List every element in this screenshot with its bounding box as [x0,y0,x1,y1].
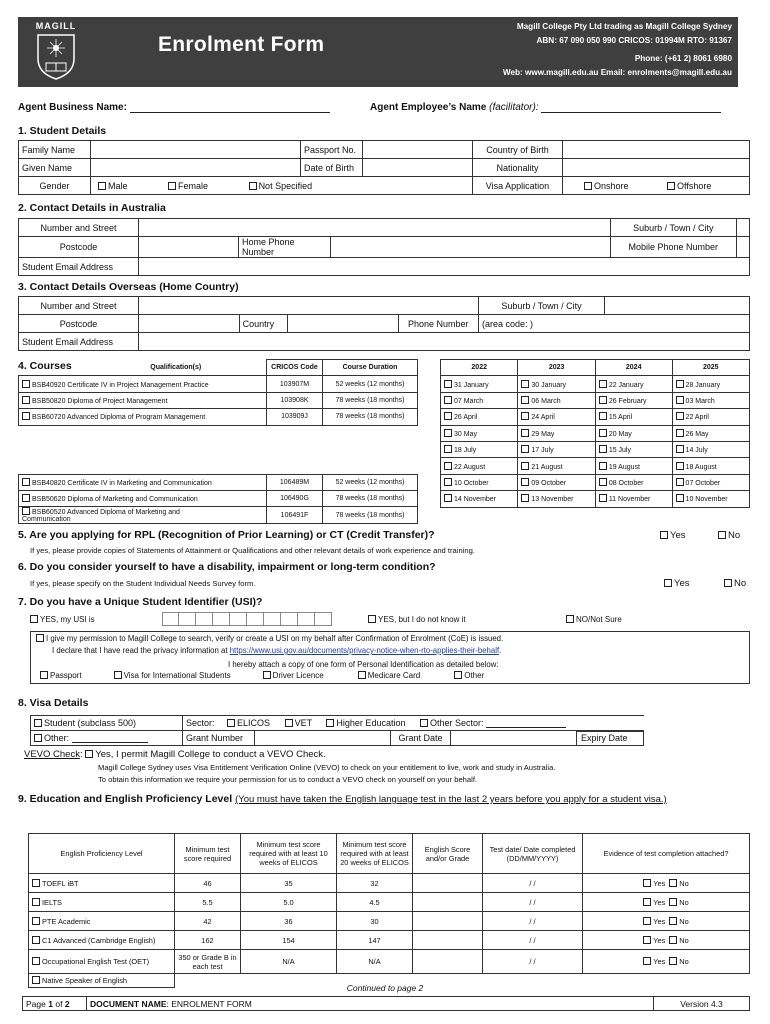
grant-number-input[interactable] [255,731,391,746]
english-col-header: English Proficiency Level [29,834,175,874]
cricos-code: 106491F [267,507,323,524]
intake-date-checkbox[interactable]: 29 May [518,425,595,441]
course-checkbox[interactable]: BSB60720 Advanced Diploma of Program Management [19,409,267,425]
au-postcode-input[interactable] [139,237,239,258]
grant-number-label: Grant Number [183,731,255,746]
section-1-title: 1. Student Details [18,125,107,137]
intake-date-checkbox[interactable]: 22 August [441,458,518,474]
intake-date-checkbox[interactable]: 09 October [518,474,595,490]
course-row [19,507,418,524]
usi-yes-checkbox[interactable]: YES, my USI is [30,615,95,624]
english-test-row [29,950,750,974]
section-3-title: 3. Contact Details Overseas (Home Country) [18,281,239,293]
family-name-input[interactable] [91,141,301,159]
english-col-header: Evidence of test completion attached? [583,834,750,874]
os-country-label: Country [239,315,287,333]
intake-date-checkbox[interactable]: 26 May [672,425,749,441]
year-header: 2022 [441,360,518,376]
native-speaker-checkbox[interactable]: Native Speaker of English [29,974,175,988]
magill-logo [26,21,86,83]
intake-date-checkbox[interactable]: 30 January [518,376,595,392]
evidence-checkboxes[interactable]: Yes No [583,912,750,931]
intake-row [441,376,750,392]
sector-elicos-checkbox[interactable]: ELICOS [227,718,270,728]
evidence-checkboxes[interactable]: Yes No [583,874,750,893]
english-col-header: English Score and/or Grade [413,834,483,874]
contact-overseas-table [18,296,750,351]
privacy-declaration: I declare that I have read the privacy information at https://www.usi.gov.au/documents/privacy-notice-when-rto-applies-their-behalf. [52,646,502,655]
expiry-date-label: Expiry Date [576,731,644,746]
min-score: 162 [175,931,241,950]
min-score-20w: 4.5 [337,893,413,912]
os-phone-label: Phone Number [398,315,479,333]
min-score-10w: 35 [241,874,337,893]
english-test-checkbox[interactable]: IELTS [29,893,175,912]
college-web-email: Web: www.magill.edu.au Email: enrolments@magill.edu.au [502,68,732,77]
sector-other-checkbox[interactable]: Other Sector: [420,718,566,728]
test-date-input[interactable]: / / [483,912,583,931]
intake-date-checkbox[interactable]: 10 October [441,474,518,490]
intake-date-checkbox[interactable]: 22 January [595,376,672,392]
intake-date-checkbox[interactable]: 30 May [441,425,518,441]
duration-header: Course Duration [323,360,418,376]
id-option-checkbox[interactable]: Driver Licence [263,671,324,680]
course-row [19,474,418,490]
intake-row [441,425,750,441]
id-options [40,671,484,680]
intake-date-checkbox[interactable]: 08 October [595,474,672,490]
country-birth-input[interactable] [563,141,750,159]
continued-note: Continued to page 2 [346,983,424,993]
vevo-note-2: To obtain this information we require your permission for us to conduct a VEVO check on yourself on your behalf. [98,775,478,784]
college-phone: Phone: (+61 2) 8061 6980 [634,54,732,63]
privacy-link[interactable]: https://www.usi.gov.au/documents/privacy-notice-when-rto-applies-their-behalf [229,646,500,655]
min-score: 350 or Grade B in each test [175,950,241,974]
crest-icon [26,31,86,81]
section-6-title: 6. Do you consider yourself to have a disability, impairment or long-term condition? [18,561,436,573]
cricos-code: 103907M [267,376,323,392]
min-score-20w: 32 [337,874,413,893]
gender-not-specified-checkbox[interactable]: Not Specified [249,181,313,191]
os-phone-input[interactable]: (area code: ) [479,315,750,333]
agent-employee-label: Agent Employee’s Name (facilitator): [370,102,721,113]
course-checkbox[interactable]: BSB40920 Certificate IV in Project Management Practice [19,376,267,392]
section-5-title: 5. Are you applying for RPL (Recognition of Prior Learning) or CT (Credit Transfer)? [18,529,435,541]
intake-date-checkbox[interactable]: 22 April [672,409,749,425]
intake-row [441,491,750,507]
intake-date-checkbox[interactable]: 26 April [441,409,518,425]
agent-business-label: Agent Business Name: [18,102,330,113]
intake-date-checkbox[interactable]: 07 March [441,392,518,408]
vevo-checkbox[interactable]: Yes, I permit Magill College to conduct a VEVO Check. [85,749,325,760]
gender-label: Gender [19,177,91,195]
id-option-checkbox[interactable]: Passport [40,671,82,680]
section-8-title: 8. Visa Details [18,697,89,709]
id-option-checkbox[interactable]: Visa for International Students [114,671,231,680]
min-score-10w: 36 [241,912,337,931]
intake-row [441,409,750,425]
english-score-input[interactable] [413,912,483,931]
test-date-input[interactable]: / / [483,893,583,912]
intake-date-checkbox[interactable]: 21 August [518,458,595,474]
intake-date-checkbox[interactable]: 06 March [518,392,595,408]
course-duration: 78 weeks (18 months) [323,507,418,524]
year-header: 2025 [672,360,749,376]
evidence-checkboxes[interactable]: Yes No [583,950,750,974]
id-attach-note: I hereby attach a copy of one form of Personal Identification as detailed below: [228,660,499,669]
intake-date-checkbox[interactable]: 24 April [518,409,595,425]
contact-au-table [18,218,750,276]
au-email-label: Student Email Address [19,258,139,276]
year-header: 2023 [518,360,595,376]
intake-date-checkbox[interactable]: 14 November [441,491,518,507]
usi-yes-unknown-checkbox[interactable]: YES, but I do not know it [368,615,466,624]
course-duration: 52 weeks (12 months) [323,376,418,392]
onshore-checkbox[interactable]: Onshore [584,181,629,191]
test-date-input[interactable]: / / [483,931,583,950]
disability-yes-checkbox[interactable]: Yes [664,578,690,589]
english-score-input[interactable] [413,874,483,893]
id-option-checkbox[interactable]: Other [454,671,484,680]
english-col-header: Minimum test score required with at least 20 weeks of ELICOS [337,834,413,874]
intake-date-checkbox[interactable]: 18 August [672,458,749,474]
intake-date-checkbox[interactable]: 07 October [672,474,749,490]
sector-label: Sector: [186,718,215,728]
rpl-yes-checkbox[interactable]: Yes [660,530,686,541]
qualification-header: Qualification(s) [19,360,267,376]
intake-date-checkbox[interactable]: 14 July [672,441,749,457]
course-duration: 78 weeks (18 months) [323,392,418,408]
english-test-row [29,893,750,912]
intake-date-checkbox[interactable]: 28 January [672,376,749,392]
form-title: Enrolment Form [158,33,325,56]
section-9-subtitle: (You must have taken the English language test in the last 2 years before you apply for a student visa.) [235,794,667,805]
os-street-input[interactable] [139,297,479,315]
agent-business-field[interactable] [130,112,330,113]
mobile-label: Mobile Phone Number [610,237,736,258]
logo-text: MAGILL [35,21,77,31]
intake-row [441,441,750,457]
intake-row [441,474,750,490]
dob-input[interactable] [363,159,473,177]
au-street-input[interactable] [139,219,611,237]
intake-date-checkbox[interactable]: 03 March [672,392,749,408]
page-indicator: Page 1 of 2 [23,997,87,1011]
sector-vet-checkbox[interactable]: VET [285,718,312,728]
agent-employee-field[interactable] [541,112,721,113]
english-score-input[interactable] [413,950,483,974]
year-header: 2024 [595,360,672,376]
au-email-input[interactable] [139,258,750,276]
footer-table [22,996,750,1011]
disability-no-checkbox[interactable]: No [724,578,746,589]
english-score-input[interactable] [413,931,483,950]
english-col-header: Minimum test score required [175,834,241,874]
au-suburb-label: Suburb / Town / City [610,219,736,237]
intake-date-checkbox[interactable]: 18 July [441,441,518,457]
nationality-input[interactable] [563,159,750,177]
course-checkbox[interactable]: BSB50620 Diploma of Marketing and Communication [19,490,267,506]
intake-date-checkbox[interactable]: 13 November [518,491,595,507]
passport-input[interactable] [363,141,473,159]
min-score: 5.5 [175,893,241,912]
test-date-input[interactable]: / / [483,950,583,974]
visa-application-label: Visa Application [473,177,563,195]
course-row [19,490,418,506]
offshore-checkbox[interactable]: Offshore [667,181,711,191]
min-score-20w: 147 [337,931,413,950]
visa-other-checkbox[interactable]: Other: [31,731,183,746]
header-banner [18,17,738,87]
intake-row [441,458,750,474]
evidence-checkboxes[interactable]: Yes No [583,893,750,912]
id-option-checkbox[interactable]: Medicare Card [358,671,420,680]
english-test-row [29,912,750,931]
section-5-note: If yes, please provide copies of Statements of Attainment or Qualifications and other relevant details of work experience and training. [30,546,475,555]
country-birth-label: Country of Birth [473,141,563,159]
min-score-10w: N/A [241,950,337,974]
college-details [503,20,732,80]
intake-date-checkbox[interactable]: 26 February [595,392,672,408]
evidence-checkboxes[interactable]: Yes No [583,931,750,950]
home-phone-input[interactable] [331,237,611,258]
min-score: 42 [175,912,241,931]
intake-date-checkbox[interactable]: 19 August [595,458,672,474]
english-test-row [29,874,750,893]
gender-female-checkbox[interactable]: Female [168,181,208,191]
grant-date-label: Grant Date [391,731,451,746]
os-suburb-input[interactable] [605,297,750,315]
vevo-note-1: Magill College Sydney uses Visa Entitlement Verification Online (VEVO) to check on your entitlement to live, work and study in Australia. [98,763,556,772]
min-score-10w: 5.0 [241,893,337,912]
intake-date-checkbox[interactable]: 17 July [518,441,595,457]
given-name-label: Given Name [19,159,91,177]
section-2-title: 2. Contact Details in Australia [18,202,166,214]
section-6-note: If yes, please specify on the Student Individual Needs Survey form. [30,579,256,588]
english-col-header: Test date/ Date completed (DD/MM/YYYY) [483,834,583,874]
min-score-20w: 30 [337,912,413,931]
cricos-code: 103909J [267,409,323,425]
english-test-checkbox[interactable]: C1 Advanced (Cambridge English) [29,931,175,950]
course-duration: 78 weeks (18 months) [323,409,418,425]
min-score-20w: N/A [337,950,413,974]
courses-table [18,359,418,524]
english-col-header: Minimum test score required with at least 10 weeks of ELICOS [241,834,337,874]
gender-male-checkbox[interactable]: Male [98,181,128,191]
vevo-check: VEVO Check: Yes, I permit Magill College to conduct a VEVO Check. [24,749,326,760]
course-row [19,392,418,408]
section-7-title: 7. Do you have a Unique Student Identifier (USI)? [18,596,263,608]
course-row [19,376,418,392]
os-postcode-label: Postcode [19,315,139,333]
english-test-checkbox[interactable]: TOEFL iBT [29,874,175,893]
student-details-table [18,140,750,195]
sector-higher-checkbox[interactable]: Higher Education [326,718,405,728]
passport-label: Passport No. [301,141,363,159]
rpl-no-checkbox[interactable]: No [718,530,740,541]
intake-date-checkbox[interactable]: 15 July [595,441,672,457]
section-9-title: 9. Education and English Proficiency Level (You must have taken the English language test in the last 2 years before you apply for a student visa.) [18,793,667,805]
intake-row [441,392,750,408]
test-date-input[interactable]: / / [483,874,583,893]
college-name: Magill College Pty Ltd trading as Magill College Sydney [516,22,732,31]
dob-label: Date of Birth [301,159,363,177]
course-checkbox[interactable]: BSB50820 Diploma of Project Management [19,392,267,408]
english-test-checkbox[interactable]: PTE Academic [29,912,175,931]
english-test-checkbox[interactable]: Occupational English Test (OET) [29,950,175,974]
course-gap [19,425,418,474]
home-phone-label: Home Phone Number [239,237,331,258]
intake-date-checkbox[interactable]: 15 April [595,409,672,425]
au-suburb-input[interactable] [736,219,749,237]
college-abn: ABN: 67 090 050 990 CRICOS: 01994M RTO: 91367 [536,36,732,45]
os-postcode-input[interactable] [139,315,240,333]
visa-student-checkbox[interactable]: Student (subclass 500) [31,716,183,731]
intake-date-checkbox[interactable]: 10 November [672,491,749,507]
os-street-label: Number and Street [19,297,139,315]
os-email-label: Student Email Address [19,333,139,351]
au-street-label: Number and Street [19,219,139,237]
au-postcode-label: Postcode [19,237,139,258]
english-score-input[interactable] [413,893,483,912]
english-test-row [29,931,750,950]
document-name: DOCUMENT NAME: ENROLMENT FORM [87,997,654,1011]
os-country-input[interactable] [287,315,398,333]
min-score-10w: 154 [241,931,337,950]
os-suburb-label: Suburb / Town / City [479,297,605,315]
visa-table [30,715,644,746]
english-table [28,833,750,988]
course-checkbox[interactable]: BSB40820 Certificate IV in Marketing and Communication [19,474,267,490]
os-email-input[interactable] [139,333,750,351]
course-duration: 78 weeks (18 months) [323,490,418,506]
nationality-label: Nationality [473,159,563,177]
min-score: 46 [175,874,241,893]
intake-date-checkbox[interactable]: 31 January [441,376,518,392]
given-name-input[interactable] [91,159,301,177]
usi-no-checkbox[interactable]: NO/Not Sure [566,615,622,624]
course-duration: 52 weeks (12 months) [323,474,418,490]
intake-dates-table [440,359,750,508]
course-checkbox[interactable]: BSB60520 Advanced Diploma of Marketing and Communication [19,507,267,524]
intake-date-checkbox[interactable]: 11 November [595,491,672,507]
course-row [19,409,418,425]
section-4-title: 4. Courses [18,360,72,372]
family-name-label: Family Name [19,141,91,159]
usi-permission-checkbox[interactable]: I give my permission to Magill College to search, verify or create a USI on my behalf after Confirmation of Enrolment (CoE) is issued. [36,634,503,643]
cricos-code: 106489M [267,474,323,490]
cricos-code: 106490G [267,490,323,506]
version-label: Version 4.3 [654,997,750,1011]
cricos-header: CRICOS Code [267,360,323,376]
usi-boxes[interactable] [162,612,332,626]
mobile-input[interactable] [736,237,749,258]
cricos-code: 103908K [267,392,323,408]
intake-date-checkbox[interactable]: 20 May [595,425,672,441]
